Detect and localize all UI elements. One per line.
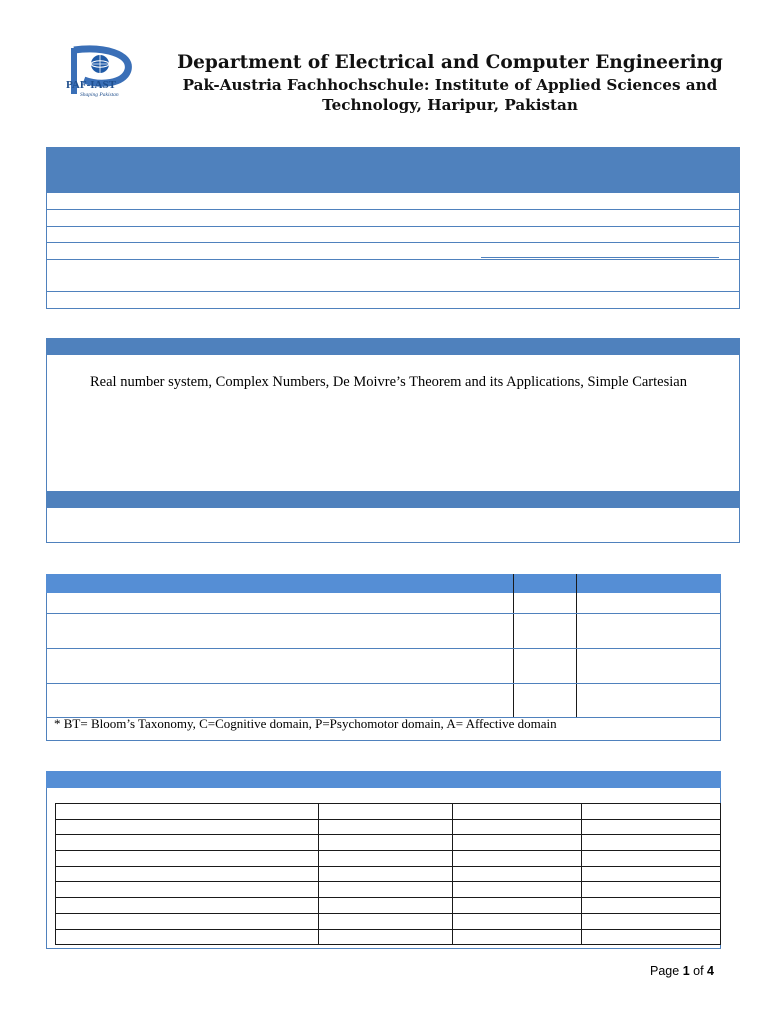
institute-line-1: Pak-Austria Fachhochschule: Institute of Applied Sciences and [182, 76, 718, 94]
page-label: Page [650, 964, 680, 978]
page-total: 4 [707, 964, 714, 978]
clo-table-header [46, 574, 721, 593]
table-row [56, 851, 721, 867]
institute-line-2: Technology, Haripur, Pakistan [322, 96, 578, 114]
clo-row-divider [46, 613, 721, 614]
table-row [56, 913, 721, 929]
row-divider [46, 209, 740, 210]
department-title: Department of Electrical and Computer Engineering [177, 52, 723, 73]
table-row [56, 898, 721, 914]
course-contents-header-bar [46, 338, 740, 355]
bloom-taxonomy-footnote: * BT= Bloom’s Taxonomy, C=Cognitive domain, P=Psychomotor domain, A= Affective domain [54, 716, 557, 731]
page-number [650, 964, 714, 978]
clo-row-divider [46, 648, 721, 649]
section-header-bar [46, 491, 740, 508]
clo-row-divider [46, 683, 721, 684]
section-box [46, 508, 740, 543]
page-of: of [693, 964, 704, 978]
table-row [56, 819, 721, 835]
course-info-header-bar [46, 147, 740, 193]
table-row [56, 804, 721, 820]
logo-text: PAF-IAST [66, 79, 116, 91]
row-divider [46, 226, 740, 227]
row-divider [46, 291, 740, 292]
hyperlink-underline [481, 257, 719, 258]
logo-tagline: Shaping Pakistan [80, 92, 119, 98]
table-row [56, 882, 721, 898]
row-divider [46, 259, 740, 260]
clo-col-divider [513, 574, 514, 717]
page-current: 1 [682, 964, 690, 978]
clo-col-divider [576, 574, 577, 717]
table-row [56, 866, 721, 882]
assessment-header-bar [46, 771, 721, 788]
table-row [56, 835, 721, 851]
table-row [56, 929, 721, 945]
institute-logo [58, 44, 138, 100]
course-contents-text: Real number system, Complex Numbers, De Moivre’s Theorem and its Applications, Simple Cartesian [90, 374, 687, 390]
row-divider [46, 242, 740, 243]
assessment-grid [55, 803, 721, 945]
